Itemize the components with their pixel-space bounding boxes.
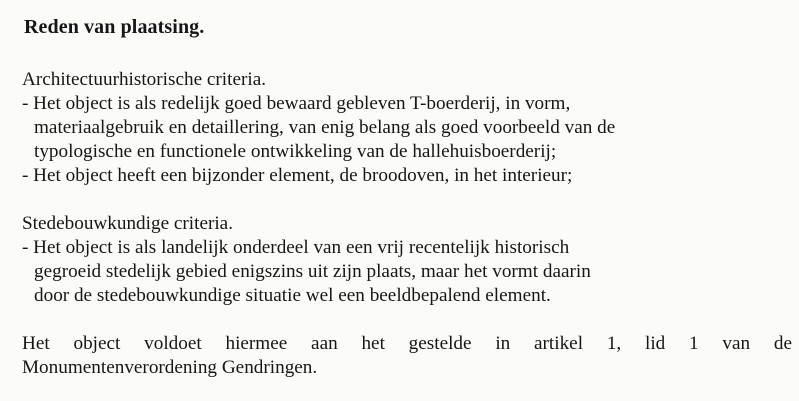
conclusion-line-2: Monumentenverordening Gendringen.: [22, 357, 318, 378]
architecture-bullet-2: - Het object heeft een bijzonder element, de broodoven, in het interieur;: [22, 165, 573, 186]
urban-bullet-line-2: gegroeid stedelijk gebied enigszins uit zijn plaats, maar het vormt daarin: [34, 261, 591, 282]
architecture-bullet-1-line-1: - Het object is als redelijk goed bewaard gebleven T-boerderij, in vorm,: [22, 93, 571, 114]
urban-criteria-title: Stedebouwkundige criteria.: [22, 213, 233, 234]
urban-bullet-line-1: - Het object is als landelijk onderdeel van een vrij recentelijk historisch: [22, 237, 570, 258]
architecture-criteria-title: Architectuurhistorische criteria.: [22, 69, 267, 90]
section-heading: Reden van plaatsing.: [24, 16, 205, 38]
architecture-bullet-1-line-2: materiaalgebruik en detaillering, van enig belang als goed voorbeeld van de: [34, 117, 616, 138]
urban-bullet-line-3: door de stedebouwkundige situatie wel een beeldbepalend element.: [34, 285, 551, 306]
conclusion-line-1: Het object voldoet hiermee aan het gestelde in artikel 1, lid 1 van de: [22, 333, 792, 354]
architecture-bullet-1-line-3: typologische en functionele ontwikkeling van de hallehuisboerderij;: [34, 141, 557, 162]
